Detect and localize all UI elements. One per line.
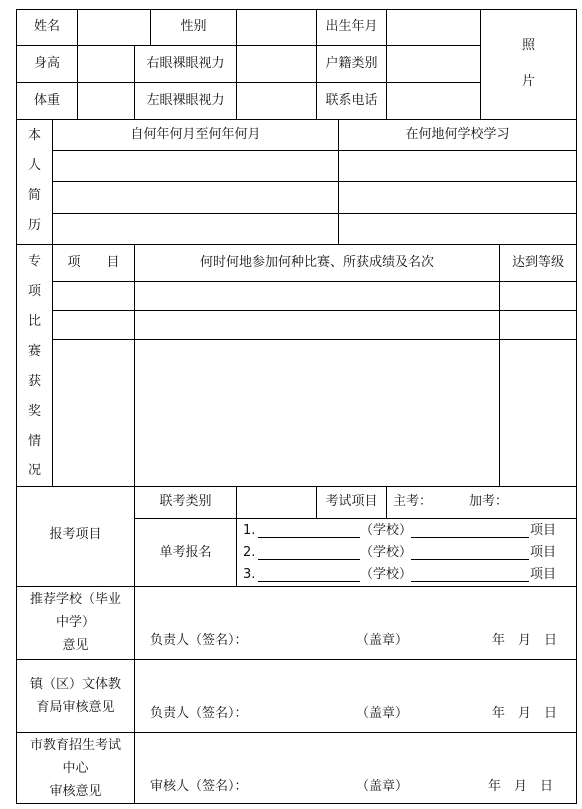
resume-top-line (16, 119, 577, 120)
opinion-2-date: 年 月 日 (492, 706, 558, 721)
single-exam-school-label-3: （学校） (360, 567, 413, 582)
birth-field[interactable] (387, 10, 480, 45)
opinion-3-title-line-2: 中心 (62, 761, 89, 776)
single-exam-label: 单考报名 (159, 545, 212, 560)
single-exam-num-3: 3. (243, 567, 256, 582)
extra-exam-label: 加考： (469, 494, 509, 509)
single-exam-school-blank-2[interactable] (258, 545, 360, 560)
exam-title: 报考项目 (49, 527, 102, 542)
opinion-3-title-line-1: 市教育招生考试 (29, 738, 121, 753)
photo-char-1: 照 (521, 38, 535, 53)
resume-school-header: 在何地何学校学习 (405, 127, 510, 142)
awards-side-char-4: 赛 (27, 344, 41, 359)
single-exam-num-2: 2. (243, 545, 256, 560)
resume-row-line-3 (52, 213, 577, 214)
exam-item-label: 考试项目 (325, 494, 378, 509)
opinion-1-date: 年 月 日 (492, 633, 558, 648)
opinion-1-title-line-1: 推荐学校（毕业 (29, 592, 121, 607)
phone-field[interactable] (387, 83, 480, 119)
awards-col-line-1 (134, 244, 135, 486)
weight-label: 体重 (33, 93, 60, 108)
awards-side-char-5: 获 (27, 374, 41, 389)
opinion-2-top-line (16, 659, 577, 660)
exam-col-line-4 (386, 486, 387, 519)
photo-char-2: 片 (521, 74, 535, 89)
awards-side-char-8: 况 (27, 463, 41, 478)
joint-type-label: 联考类别 (159, 494, 212, 509)
opinion-col-line (134, 586, 135, 804)
opinion-3-title-line-3: 审核意见 (49, 784, 102, 799)
hukou-label: 户籍类别 (325, 56, 378, 71)
gender-label: 性别 (180, 19, 207, 34)
name-label: 姓名 (33, 19, 60, 34)
single-exam-item-blank-2[interactable] (411, 545, 529, 560)
opinion-1-top-line (16, 586, 577, 587)
awards-side-char-2: 项 (27, 284, 41, 299)
right-eye-field[interactable] (237, 46, 316, 82)
single-exam-school-blank-3[interactable] (258, 567, 360, 582)
resume-side-char-2: 人 (27, 158, 41, 173)
weight-field[interactable] (78, 83, 134, 119)
awards-side-char-3: 比 (27, 314, 41, 329)
resume-side-char-4: 历 (27, 218, 41, 233)
opinion-1-title-line-2: 中学） (55, 615, 95, 630)
single-exam-school-label-1: （学校） (360, 523, 413, 538)
resume-row-line-1 (52, 150, 577, 151)
awards-top-line (16, 244, 577, 245)
resume-row-line-2 (52, 181, 577, 182)
awards-col-line-2 (499, 244, 500, 486)
phone-label: 联系电话 (325, 93, 378, 108)
frame-right (576, 9, 577, 804)
awards-side-char-7: 情 (27, 434, 41, 449)
exam-row-line-1 (134, 518, 577, 519)
joint-type-field[interactable] (237, 487, 316, 518)
resume-side-char-3: 简 (27, 188, 41, 203)
gender-field[interactable] (237, 10, 316, 45)
opinion-2-seal: （盖章） (356, 706, 409, 721)
opinion-3-signer: 审核人（签名）： (150, 779, 248, 794)
height-field[interactable] (78, 46, 134, 82)
photo-box[interactable] (481, 10, 576, 119)
name-field[interactable] (78, 10, 150, 45)
opinion-2-title-line-1: 镇（区）文体教 (29, 677, 121, 692)
awards-side-char-6: 奖 (27, 404, 41, 419)
opinion-3-date: 年 月 日 (488, 779, 554, 794)
awards-detail-header: 何时何地参加何种比赛、所获成绩及名次 (199, 255, 434, 270)
opinion-2-signer: 负责人（签名）： (150, 706, 248, 721)
main-exam-label: 主考： (393, 494, 433, 509)
opinion-1-signer: 负责人（签名）： (150, 633, 248, 648)
height-label: 身高 (33, 56, 60, 71)
awards-level-header: 达到等级 (511, 255, 564, 270)
resume-col-line-1 (52, 119, 53, 486)
opinion-1-seal: （盖章） (356, 633, 409, 648)
single-exam-school-label-2: （学校） (360, 545, 413, 560)
resume-period-header: 自何年何月至何年何月 (130, 127, 261, 142)
opinion-3-top-line (16, 732, 577, 733)
single-exam-item-label-2: 项目 (530, 545, 557, 560)
single-exam-num-1: 1. (243, 523, 256, 538)
single-exam-item-label-1: 项目 (530, 523, 557, 538)
awards-side-char-1: 专 (27, 254, 41, 269)
left-eye-field[interactable] (237, 83, 316, 119)
right-eye-label: 右眼裸眼视力 (146, 56, 225, 71)
single-exam-school-blank-1[interactable] (258, 523, 360, 538)
awards-item-header: 项 目 (67, 255, 120, 270)
resume-side-char-1: 本 (27, 128, 41, 143)
left-eye-label: 左眼裸眼视力 (146, 93, 225, 108)
frame-bottom (16, 803, 577, 804)
opinion-2-title-line-2: 育局审核意见 (36, 700, 115, 715)
opinion-3-seal: （盖章） (356, 779, 409, 794)
single-exam-item-label-3: 项目 (530, 567, 557, 582)
opinion-1-title-line-3: 意见 (62, 638, 89, 653)
single-exam-item-blank-3[interactable] (411, 567, 529, 582)
single-exam-item-blank-1[interactable] (411, 523, 529, 538)
birth-label: 出生年月 (325, 19, 378, 34)
hukou-field[interactable] (387, 46, 480, 82)
